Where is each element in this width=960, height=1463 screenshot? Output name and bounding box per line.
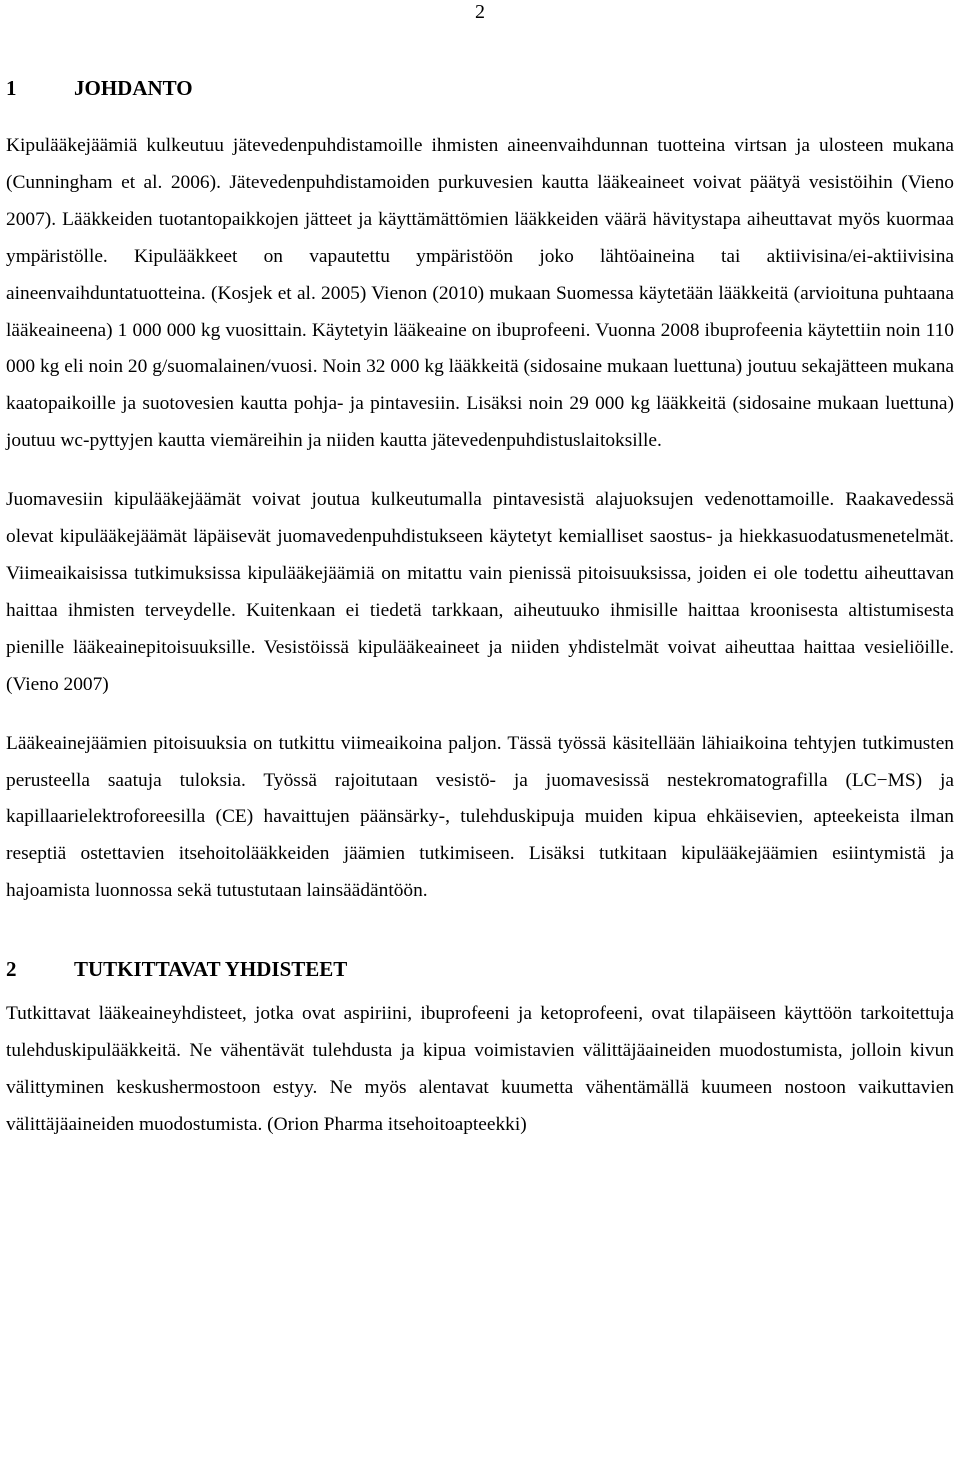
page-number: 2 bbox=[475, 1, 485, 23]
paragraph: Lääkeainejäämien pitoisuuksia on tutkittu viimeaikoina paljon. Tässä työssä käsitellään lähiaikoina tehtyjen tutkimusten perusteella saatuja tuloksia. Työssä rajoitutaan vesistö- ja juomavesissä nestekromatografilla (LC−MS) ja kapillaarielektroforeesilla (CE) havaittujen päänsärky-, tulehduskipuja muiden kipua ehkäisevien, apteekeista ilman reseptiä ostettavien itsehoitolääkkeiden jäämien tutkimiseen. Lisäksi tutkitaan kipulääkejäämien esiintymistä ja hajoamista luonnossa sekä tutustutaan lainsäädäntöön. bbox=[6, 732, 954, 902]
section-title: JOHDANTO bbox=[74, 76, 193, 100]
section-heading-johdanto bbox=[6, 73, 954, 103]
document-body bbox=[6, 73, 954, 1144]
section-title: TUTKITTAVAT YHDISTEET bbox=[74, 957, 348, 982]
paragraph: Juomavesiin kipulääkejäämät voivat joutua kulkeutumalla pintavesistä alajuoksujen vedenottamoille. Raakavedessä olevat kipulääkejäämät läpäisevät juomavedenpuhdistukseen käytetyt kemialliset saostus- ja hiekkasuodatusmenetelmät. Viimeaikaisissa tutkimuksissa kipulääkejäämiä on mitattu vain pienissä pitoisuuksissa, joiden ei ole todettu aiheuttavan haittaa ihmisten terveydelle. Kuitenkaan ei tiedetä tarkkaan, aiheutuuko ihmisille haittaa kroonisesta altistumisesta pienille lääkeainepitoisuuksille. Vesistöissä kipulääkeaineet ja niiden yhdistelmät voivat aiheuttaa haittaa vesieliöille. (Vieno 2007) bbox=[6, 489, 954, 695]
section-number: 2 bbox=[6, 957, 17, 982]
paragraph: Kipulääkejäämiä kulkeutuu jätevedenpuhdistamoille ihmisten aineenvaihdunnan tuotteina virtsan ja ulosteen mukana (Cunningham et al. 2006). Jätevedenpuhdistamoiden purkuvesien kautta lääkeaineet voivat päätyä vesistöihin (Vieno 2007). Lääkkeiden tuotantopaikkojen jätteet ja käyttämättömien lääkkeiden väärä hävitystapa aiheuttavat myös kuormaa ympäristölle. Kipulääkkeet on vapautettu ympäristöön joko lähtöaineina tai aktiivisina/ei-aktiivisina aineenvaihduntatuotteina. (Kosjek et al. 2005) Vienon (2010) mukaan Suomessa käytetään lääkkeitä (arvioituna puhtaana lääkeaineena) 1 000 000 kg vuosittain. Käytetyin lääkeaine on ibuprofeeni. Vuonna 2008 ibuprofeenia käytettiin noin 110 000 kg eli noin 20 g/suomalainen/vuosi. Noin 32 000 kg lääkkeitä (sidosaine mukaan luettuna) joutuu sekajätteen mukana kaatopaikoille ja suotovesien kautta pohja- ja pintavesiin. Lisäksi noin 29 000 kg lääkkeitä (sidosaine mukaan luettuna) joutuu wc-pyttyjen kautta viemäreihin ja niiden kautta jätevedenpuhdistuslaitoksille. bbox=[6, 135, 954, 452]
paragraph: Tutkittavat lääkeaineyhdisteet, jotka ovat aspiriini, ibuprofeeni ja ketoprofeeni, ovat tilapäiseen käyttöön tarkoitettuja tulehduskipulääkkeitä. Ne vähentävät tulehdusta ja kipua voimistavien välittäjäaineiden muodostumista, jolloin kivun välittyminen keskushermostoon estyy. Ne myös alentavat kuumetta vähentämällä kuumeen nostoon vaikuttavien välittäjäaineiden muodostumista. (Orion Pharma itsehoitoapteekki) bbox=[6, 1003, 954, 1135]
section-heading-tutkittavat-yhdisteet bbox=[6, 954, 954, 984]
section-number: 1 bbox=[6, 76, 17, 100]
